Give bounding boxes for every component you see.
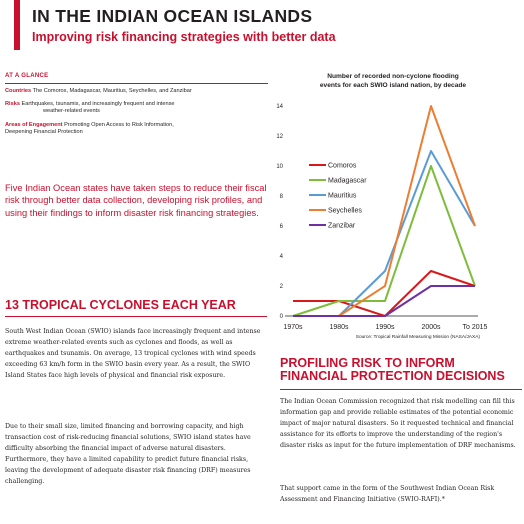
y-tick-label: 4 [279, 254, 283, 260]
lead-paragraph: Five Indian Ocean states have taken steps to reduce their fiscal risk through better data collection, developing risk profiles, and using their findings to inform disaster risk financing strategies. [5, 183, 267, 218]
legend-label: Comoros [328, 162, 357, 170]
profiling-paragraph-1: The Indian Ocean Commission recognized that risk modelling can fill this information gap and provide reliable estimates of the potential economic impact of major natural disasters. So it requested technical and financial assistance for its efforts to improve the understanding of the region's disaster risks as input for the future implementation of DRF mechanisms. [280, 398, 516, 449]
x-tick-label: 1990s [375, 324, 395, 331]
cyclones-paragraph-1: South West Indian Ocean (SWIO) islands face increasingly frequent and intense extreme weather-related events such as cyclones and floods, as well as earthquakes and tsunamis. On average, 13 tropical cyclones with wind speeds exceeding 63 km/h form in the SWIO basin every year. As a result, the SWIO Island States face high levels of physical and financial risk exposure. [5, 328, 261, 379]
chart-legend [303, 158, 383, 236]
x-axis-ticks [283, 324, 487, 331]
areas-value-line1: Promoting Open Access to Risk Information, [64, 122, 174, 128]
x-tick-label: 1970s [283, 324, 303, 331]
chart-title-line1: Number of recorded non-cyclone flooding [327, 73, 459, 80]
areas-value-line2: Deepening Financial Protection [5, 129, 83, 136]
x-tick-label: 1980s [329, 324, 349, 331]
y-tick-label: 2 [279, 284, 283, 290]
chart-title-line2: events for each SWIO island nation, by decade [319, 82, 467, 89]
y-tick-label: 12 [276, 134, 283, 140]
y-tick-label: 6 [279, 224, 283, 230]
y-axis-ticks [276, 104, 283, 320]
countries-label: Countries [5, 88, 32, 94]
chart-source: Source: Tropical Rainfall Measuring Mission (NASA/JAXA) [355, 335, 480, 340]
risks-value-line1: Earthquakes, tsunamis, and increasingly frequent and intense [21, 101, 175, 107]
legend-label: Mauritius [328, 192, 357, 200]
y-tick-label: 8 [279, 194, 283, 200]
y-tick-label: 14 [276, 104, 283, 110]
countries-value: The Comoros, Madagascar, Mauritius, Seychelles, and Zanzibar [32, 88, 192, 94]
risks-label: Risks [5, 101, 20, 107]
y-tick-label: 0 [279, 314, 283, 320]
page-subtitle: Improving risk financing strategies with better data [32, 30, 336, 44]
cyclones-paragraph-2: Due to their small size, limited financing and borrowing capacity, and high transaction cost of risk-reducing financial solutions, SWIO island states have difficulty absorbing the financial impact of adverse natural disasters. Furthermore, they have a limited capability to predict future financial risks, leaving the development of adequate disaster risk financing (DRF) measures challenging. [5, 423, 251, 485]
profiling-paragraph-2: That support came in the form of the Southwest Indian Ocean Risk Assessment and Financing Initiative (SWIO-RAFI).* [280, 485, 495, 503]
legend-label: Madagascar [328, 177, 367, 185]
profiling-heading-line1: PROFILING RISK TO INFORM [280, 356, 455, 370]
risks-value-line2: weather-related events [43, 108, 100, 115]
y-tick-label: 10 [276, 164, 283, 170]
section-heading-cyclones: 13 TROPICAL CYCLONES EACH YEAR [5, 298, 236, 312]
page-title: IN THE INDIAN OCEAN ISLANDS [32, 6, 313, 26]
legend-label: Seychelles [328, 207, 362, 215]
legend-label: Zanzibar [328, 222, 356, 230]
series-line-comoros [293, 271, 475, 316]
areas-label: Areas of Engagement [5, 122, 63, 128]
at-a-glance-heading: AT A GLANCE [5, 73, 49, 79]
x-tick-label: 2000s [421, 324, 441, 331]
profiling-heading-line2: FINANCIAL PROTECTION DECISIONS [280, 369, 505, 383]
x-tick-label: To 2015 [462, 324, 488, 331]
